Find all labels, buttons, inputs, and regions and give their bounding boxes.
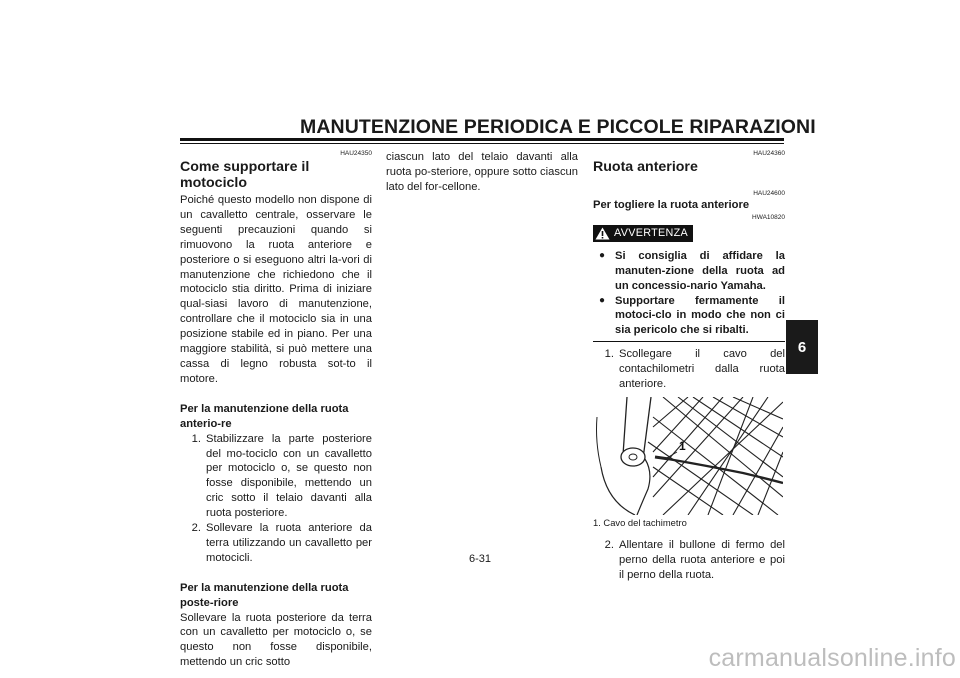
- section-title: Come supportare il motociclo: [180, 159, 310, 191]
- wheel-step-2: [593, 538, 785, 583]
- warning-text: Si consiglia di affidare la manuten-zione della ruota ad un concessio-nario Yamaha.: [615, 249, 785, 292]
- figure-caption: 1. Cavo del tachimetro: [593, 516, 687, 528]
- rear-wheel-paragraph: Sollevare la ruota posteriore da terra con un cavalletto per motociclo o, se questo non fosse disponibile, mettendo un cric sotto: [180, 611, 372, 669]
- step-text: Stabilizzare la parte posteriore del mo-tociclo con un cavalletto per motociclo o, se questo non fosse disponibile, mettendo un cric sotto il telaio davanti alla ruota posteriore.: [206, 432, 372, 520]
- column-right: [593, 150, 785, 583]
- warning-item: [593, 249, 785, 294]
- rear-wheel-heading: Per la manutenzione della ruota poste-riore: [180, 581, 349, 609]
- step-text: Sollevare la ruota anteriore da terra utilizzando un cavalletto per motocicli.: [206, 522, 372, 564]
- header-rule-thick: [180, 138, 784, 141]
- page-number: 6-31: [468, 553, 492, 565]
- column-middle: [386, 150, 578, 195]
- intro-paragraph: Poiché questo modello non dispone di un cavalletto centrale, osservare le seguenti precauzioni quando si rimuovono la ruota anteriore e posteriore o si eseguono altri la-vori di manutenzione che richiedono che il motociclo stia diritto. Prima di iniziare qual-siasi lavoro di manutenzione, controllare che il motociclo sia in una posizione stabile ed in piano. Per una maggiore stabilità, si può mettere una cassa di legno robusta sot-to il motore.: [180, 194, 372, 385]
- subsection-title: Per togliere la ruota anteriore: [593, 199, 750, 211]
- section-code: HAU24350: [340, 150, 372, 157]
- wheel-illustration: [593, 397, 783, 515]
- warning-box: [593, 225, 785, 342]
- front-step-2: [180, 521, 372, 566]
- warning-code: HWA10820: [752, 213, 785, 221]
- step-text: Allentare il bullone di fermo del perno della ruota anteriore e poi il perno della ruota.: [619, 538, 785, 581]
- column-left: [180, 150, 372, 670]
- section-code: HAU24360: [753, 150, 785, 157]
- subsection-code: HAU24600: [753, 190, 785, 197]
- warning-triangle-icon: [595, 227, 610, 240]
- bullet-icon: ●: [599, 294, 606, 306]
- warning-item: [593, 294, 785, 339]
- section-title: Ruota anteriore: [593, 159, 698, 175]
- wheel-step-1: [593, 347, 785, 392]
- header-rule-thin: [180, 143, 784, 144]
- continued-paragraph: ciascun lato del telaio davanti alla ruota po-steriore, oppure sotto ciascun lato del for-cellone.: [386, 151, 578, 193]
- step-number: 1.: [604, 348, 614, 361]
- step-number: 1.: [191, 432, 201, 445]
- bullet-icon: ●: [599, 249, 606, 261]
- step-number: 2.: [604, 538, 614, 551]
- step-number: 2.: [191, 522, 201, 535]
- chapter-tab: 6: [786, 320, 818, 374]
- warning-badge: [593, 225, 693, 242]
- figure-callout: 1: [679, 438, 686, 453]
- warning-end-rule: [593, 341, 785, 342]
- front-step-1: [180, 432, 372, 521]
- step-text: Scollegare il cavo del contachilometri dalla ruota anteriore.: [619, 348, 785, 391]
- page-header-title: MANUTENZIONE PERIODICA E PICCOLE RIPARAZIONI: [300, 116, 816, 138]
- warning-list: [593, 249, 785, 338]
- speedometer-cable-figure: [593, 397, 783, 515]
- site-watermark: carmanualsonline.info: [708, 644, 956, 672]
- front-wheel-heading: Per la manutenzione della ruota anterio-re: [180, 402, 349, 430]
- warning-text: Supportare fermamente il motoci-clo in modo che non ci sia pericolo che si ribalti.: [615, 294, 785, 337]
- warning-label: AVVERTENZA: [614, 226, 688, 239]
